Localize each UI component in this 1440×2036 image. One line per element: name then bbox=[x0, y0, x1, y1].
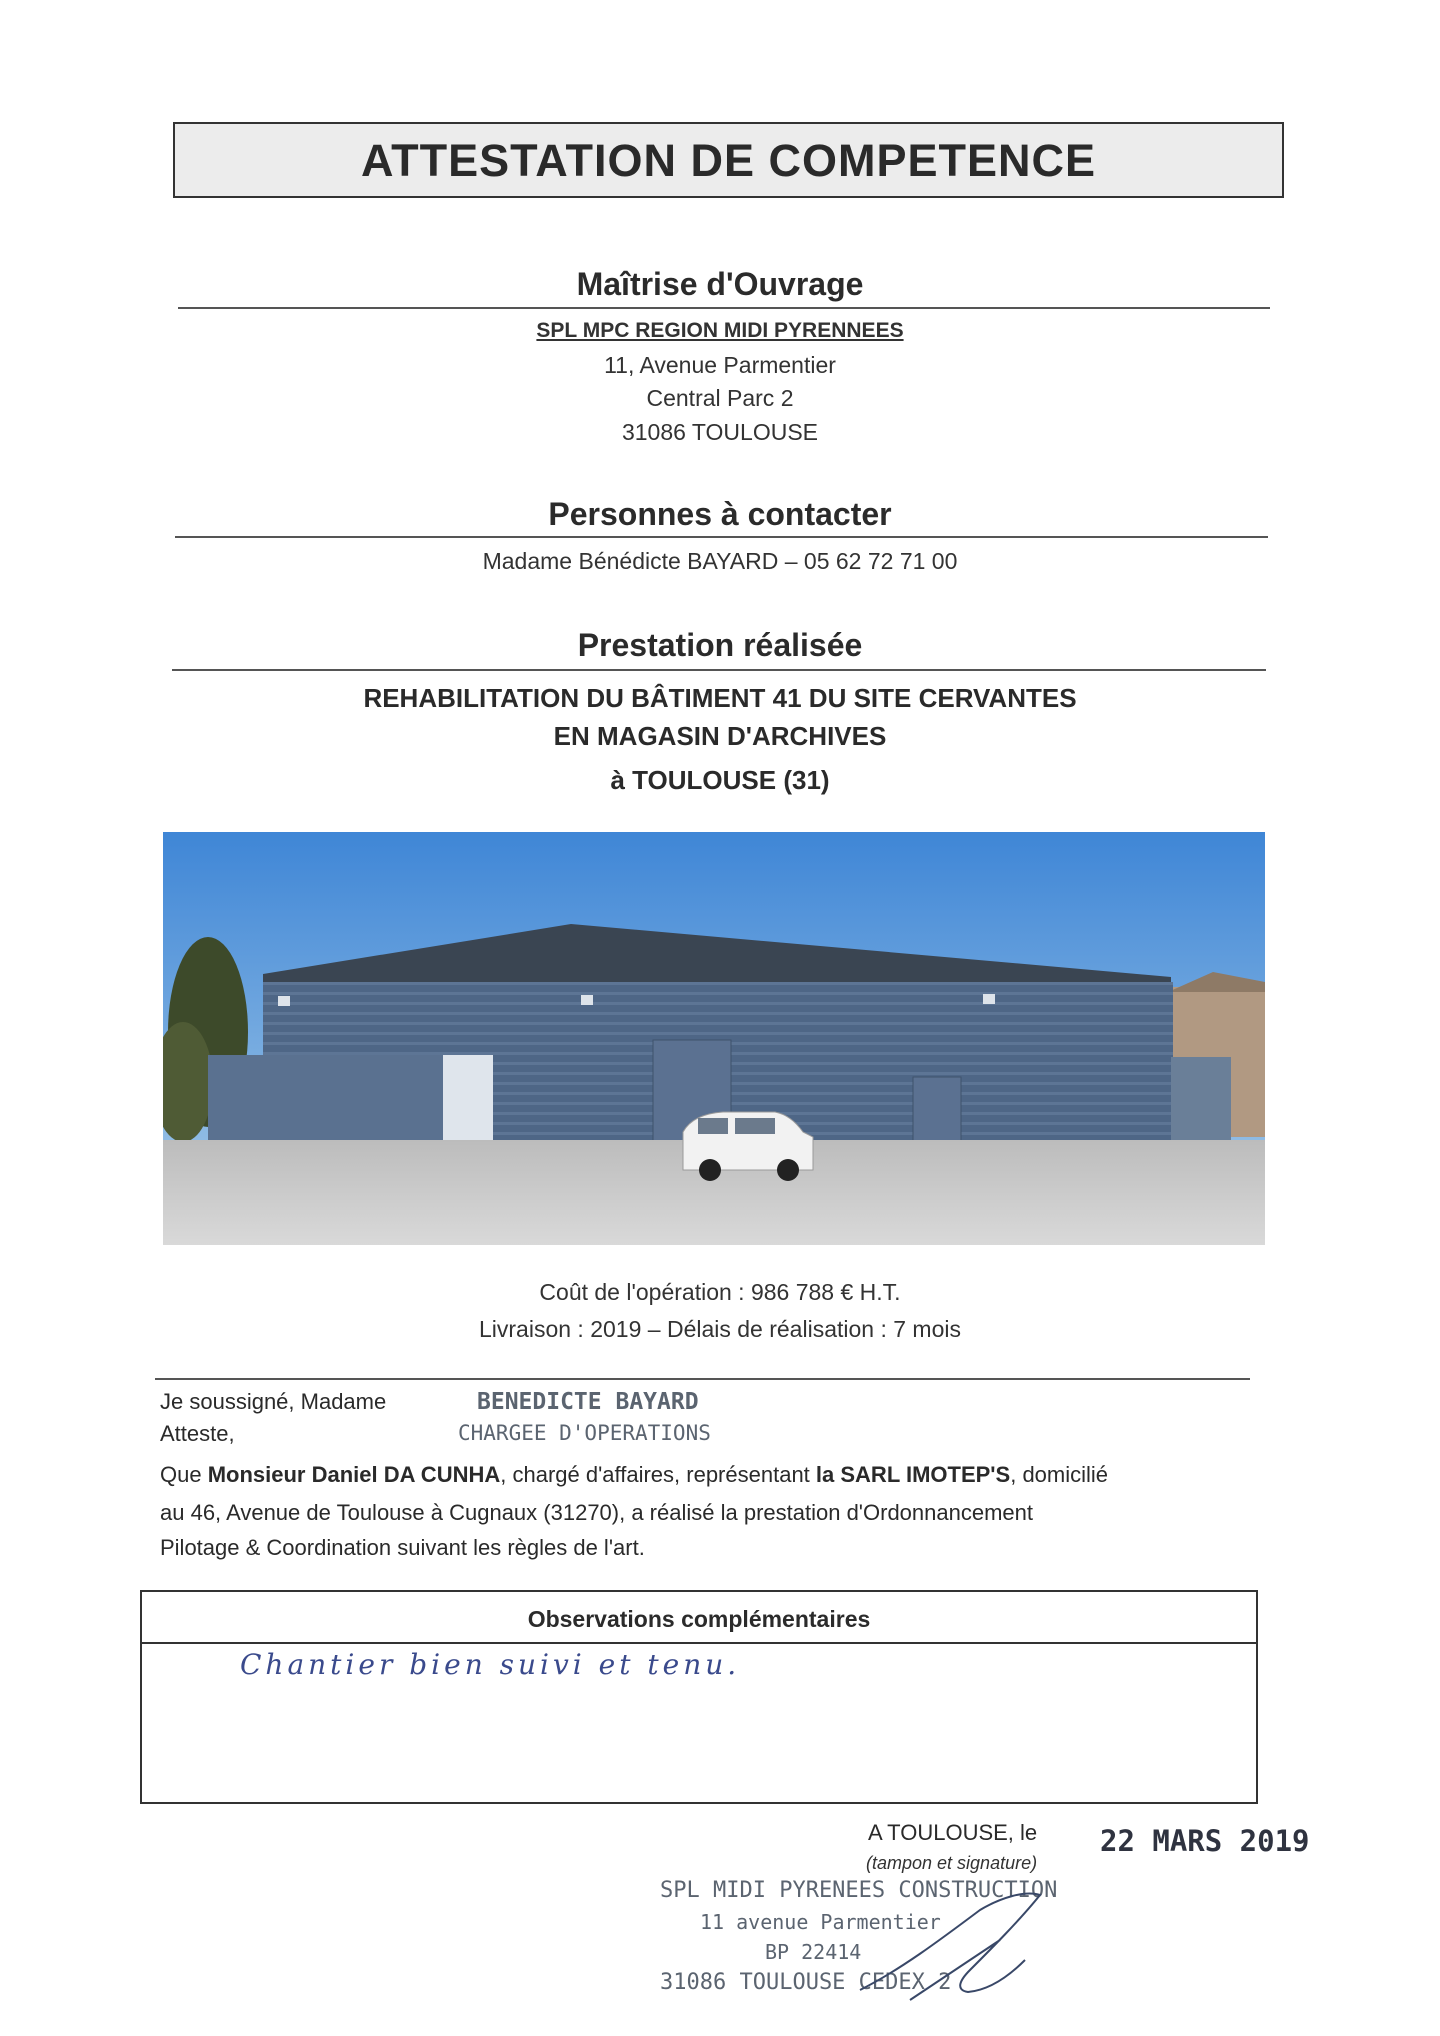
contact-line: Madame Bénédicte BAYARD – 05 62 72 71 00 bbox=[482, 548, 958, 574]
declaration-label-atteste: Atteste, bbox=[160, 1421, 235, 1446]
company-stamp-line1: SPL MIDI PYRENEES CONSTRUCTION bbox=[660, 1878, 1058, 1903]
handwritten-signature bbox=[850, 1880, 1060, 2020]
company-stamp-line2: 11 avenue Parmentier bbox=[700, 1910, 941, 1934]
divider bbox=[178, 307, 1270, 309]
service-line2: EN MAGASIN D'ARCHIVES bbox=[553, 721, 887, 751]
document-title-box bbox=[173, 122, 1284, 198]
contact-heading: Personnes à contacter bbox=[548, 496, 892, 532]
client-name: SPL MPC REGION MIDI PYRENNEES bbox=[536, 319, 904, 342]
client-address-line2: Central Parc 2 bbox=[646, 385, 794, 411]
company-stamp-line3: BP 22414 bbox=[765, 1940, 862, 1964]
document-title: ATTESTATION DE COMPETENCE bbox=[360, 135, 1096, 186]
declaration-end: , domicilié bbox=[1010, 1462, 1109, 1487]
signature-place: A TOULOUSE, le bbox=[868, 1820, 1038, 1845]
client-heading: Maîtrise d'Ouvrage bbox=[576, 266, 864, 302]
declaration-mid: , chargé d'affaires, représentant bbox=[500, 1462, 816, 1487]
divider bbox=[172, 669, 1266, 671]
observations-heading: Observations complémentaires bbox=[527, 1606, 871, 1632]
declaration-paragraph-line3: Pilotage & Coordination suivant les règles de l'art. bbox=[160, 1535, 645, 1560]
client-address-line1: 11, Avenue Parmentier bbox=[604, 352, 836, 378]
signature-note: (tampon et signature) bbox=[866, 1853, 1038, 1873]
observations-handwritten: Chantier bien suivi et tenu. bbox=[240, 1648, 741, 1681]
company-stamp-line4: 31086 TOULOUSE CEDEX 2 bbox=[660, 1970, 952, 1995]
declaration-company: la SARL IMOTEP'S bbox=[815, 1462, 1011, 1487]
service-line1: REHABILITATION DU BÂTIMENT 41 DU SITE CERVANTES bbox=[363, 683, 1077, 713]
name-stamp: BENEDICTE BAYARD bbox=[477, 1389, 699, 1415]
divider bbox=[155, 1378, 1250, 1380]
declaration-person: Monsieur Daniel DA CUNHA bbox=[207, 1462, 501, 1487]
service-heading: Prestation réalisée bbox=[577, 627, 863, 663]
declaration-label-soussigne: Je soussigné, Madame bbox=[160, 1389, 387, 1414]
operation-cost: Coût de l'opération : 986 788 € H.T. bbox=[539, 1279, 901, 1305]
declaration-que: Que bbox=[160, 1462, 208, 1487]
service-line3: à TOULOUSE (31) bbox=[610, 765, 830, 795]
client-city: 31086 TOULOUSE bbox=[621, 419, 819, 445]
date-stamp: 22 MARS 2019 bbox=[1100, 1824, 1310, 1858]
declaration-paragraph-line2: au 46, Avenue de Toulouse à Cugnaux (31270), a réalisé la prestation d'Ordonnancement bbox=[160, 1500, 1033, 1525]
declaration-paragraph-line1 bbox=[160, 1462, 1280, 1488]
delivery-info: Livraison : 2019 – Délais de réalisation : 7 mois bbox=[479, 1316, 961, 1342]
building-photo bbox=[163, 832, 1265, 1245]
role-stamp: CHARGEE D'OPERATIONS bbox=[458, 1421, 711, 1445]
divider bbox=[175, 536, 1268, 538]
